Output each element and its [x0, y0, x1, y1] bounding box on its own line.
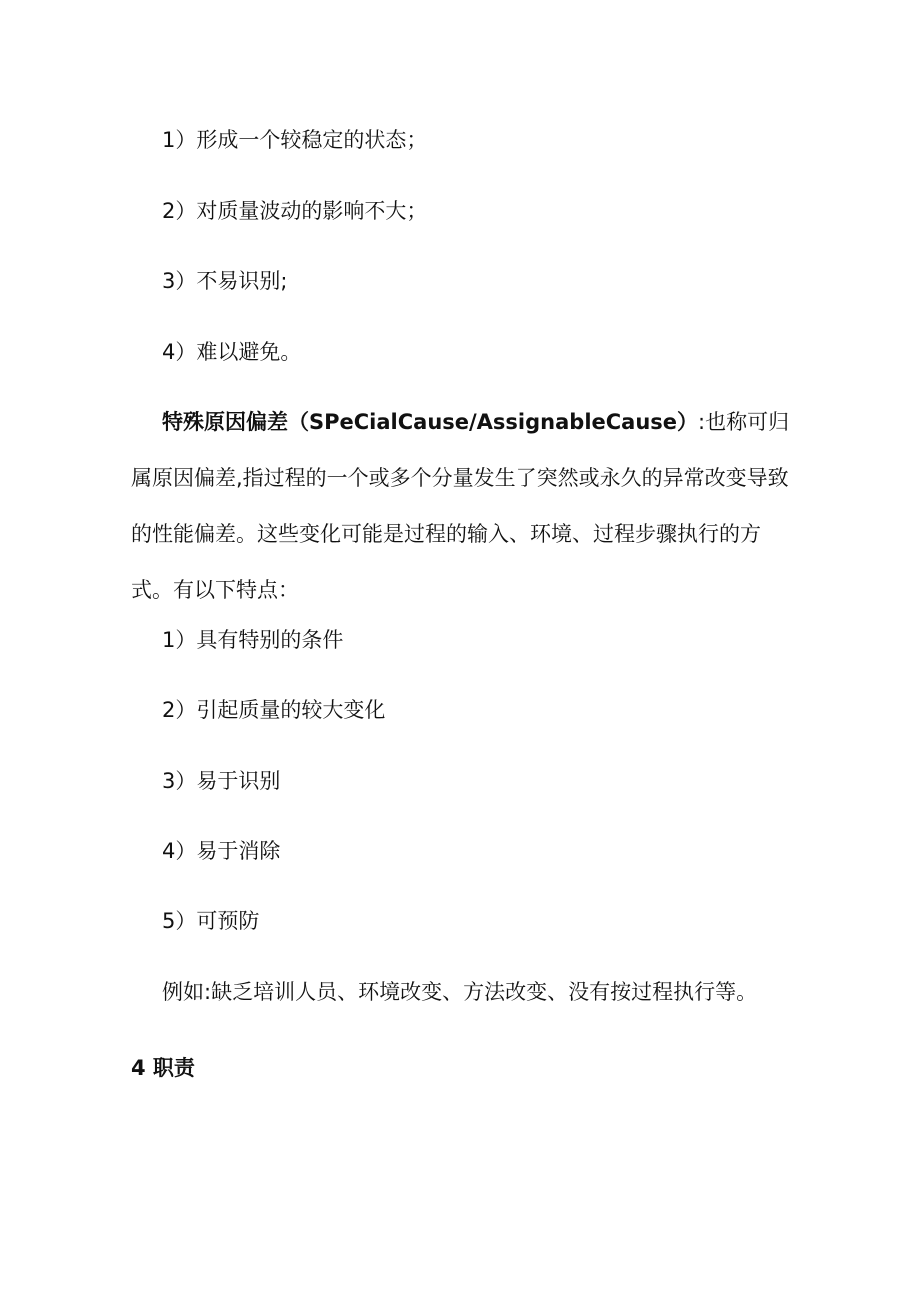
- special-feature-2: 2）引起质量的较大变化: [162, 698, 386, 722]
- special-cause-paragraph: [131, 394, 795, 618]
- example-paragraph: 例如:缺乏培训人员、环境改变、方法改变、没有按过程执行等。: [162, 980, 758, 1004]
- special-cause-definition: :也称可归属原因偏差,指过程的一个或多个分量发生了突然或永久的异常改变导致的性能偏差。这些变化可能是过程的输入、环境、过程步骤执行的方式。有以下特点：: [131, 410, 790, 602]
- special-feature-3: 3）易于识别: [162, 769, 281, 793]
- special-feature-1: 1）具有特别的条件: [162, 628, 344, 652]
- common-feature-2: 2）对质量波动的影响不大；: [162, 199, 428, 223]
- common-feature-4: 4）难以避免。: [162, 340, 302, 364]
- special-feature-5: 5）可预防: [162, 909, 260, 933]
- common-feature-3: 3）不易识别;: [162, 269, 288, 293]
- special-cause-term: 特殊原因偏差（SPeCialCause/AssignableCause）: [162, 410, 699, 434]
- section-heading: 4 职责: [131, 1056, 195, 1080]
- special-feature-4: 4）易于消除: [162, 839, 281, 863]
- common-feature-1: 1）形成一个较稳定的状态；: [162, 128, 428, 152]
